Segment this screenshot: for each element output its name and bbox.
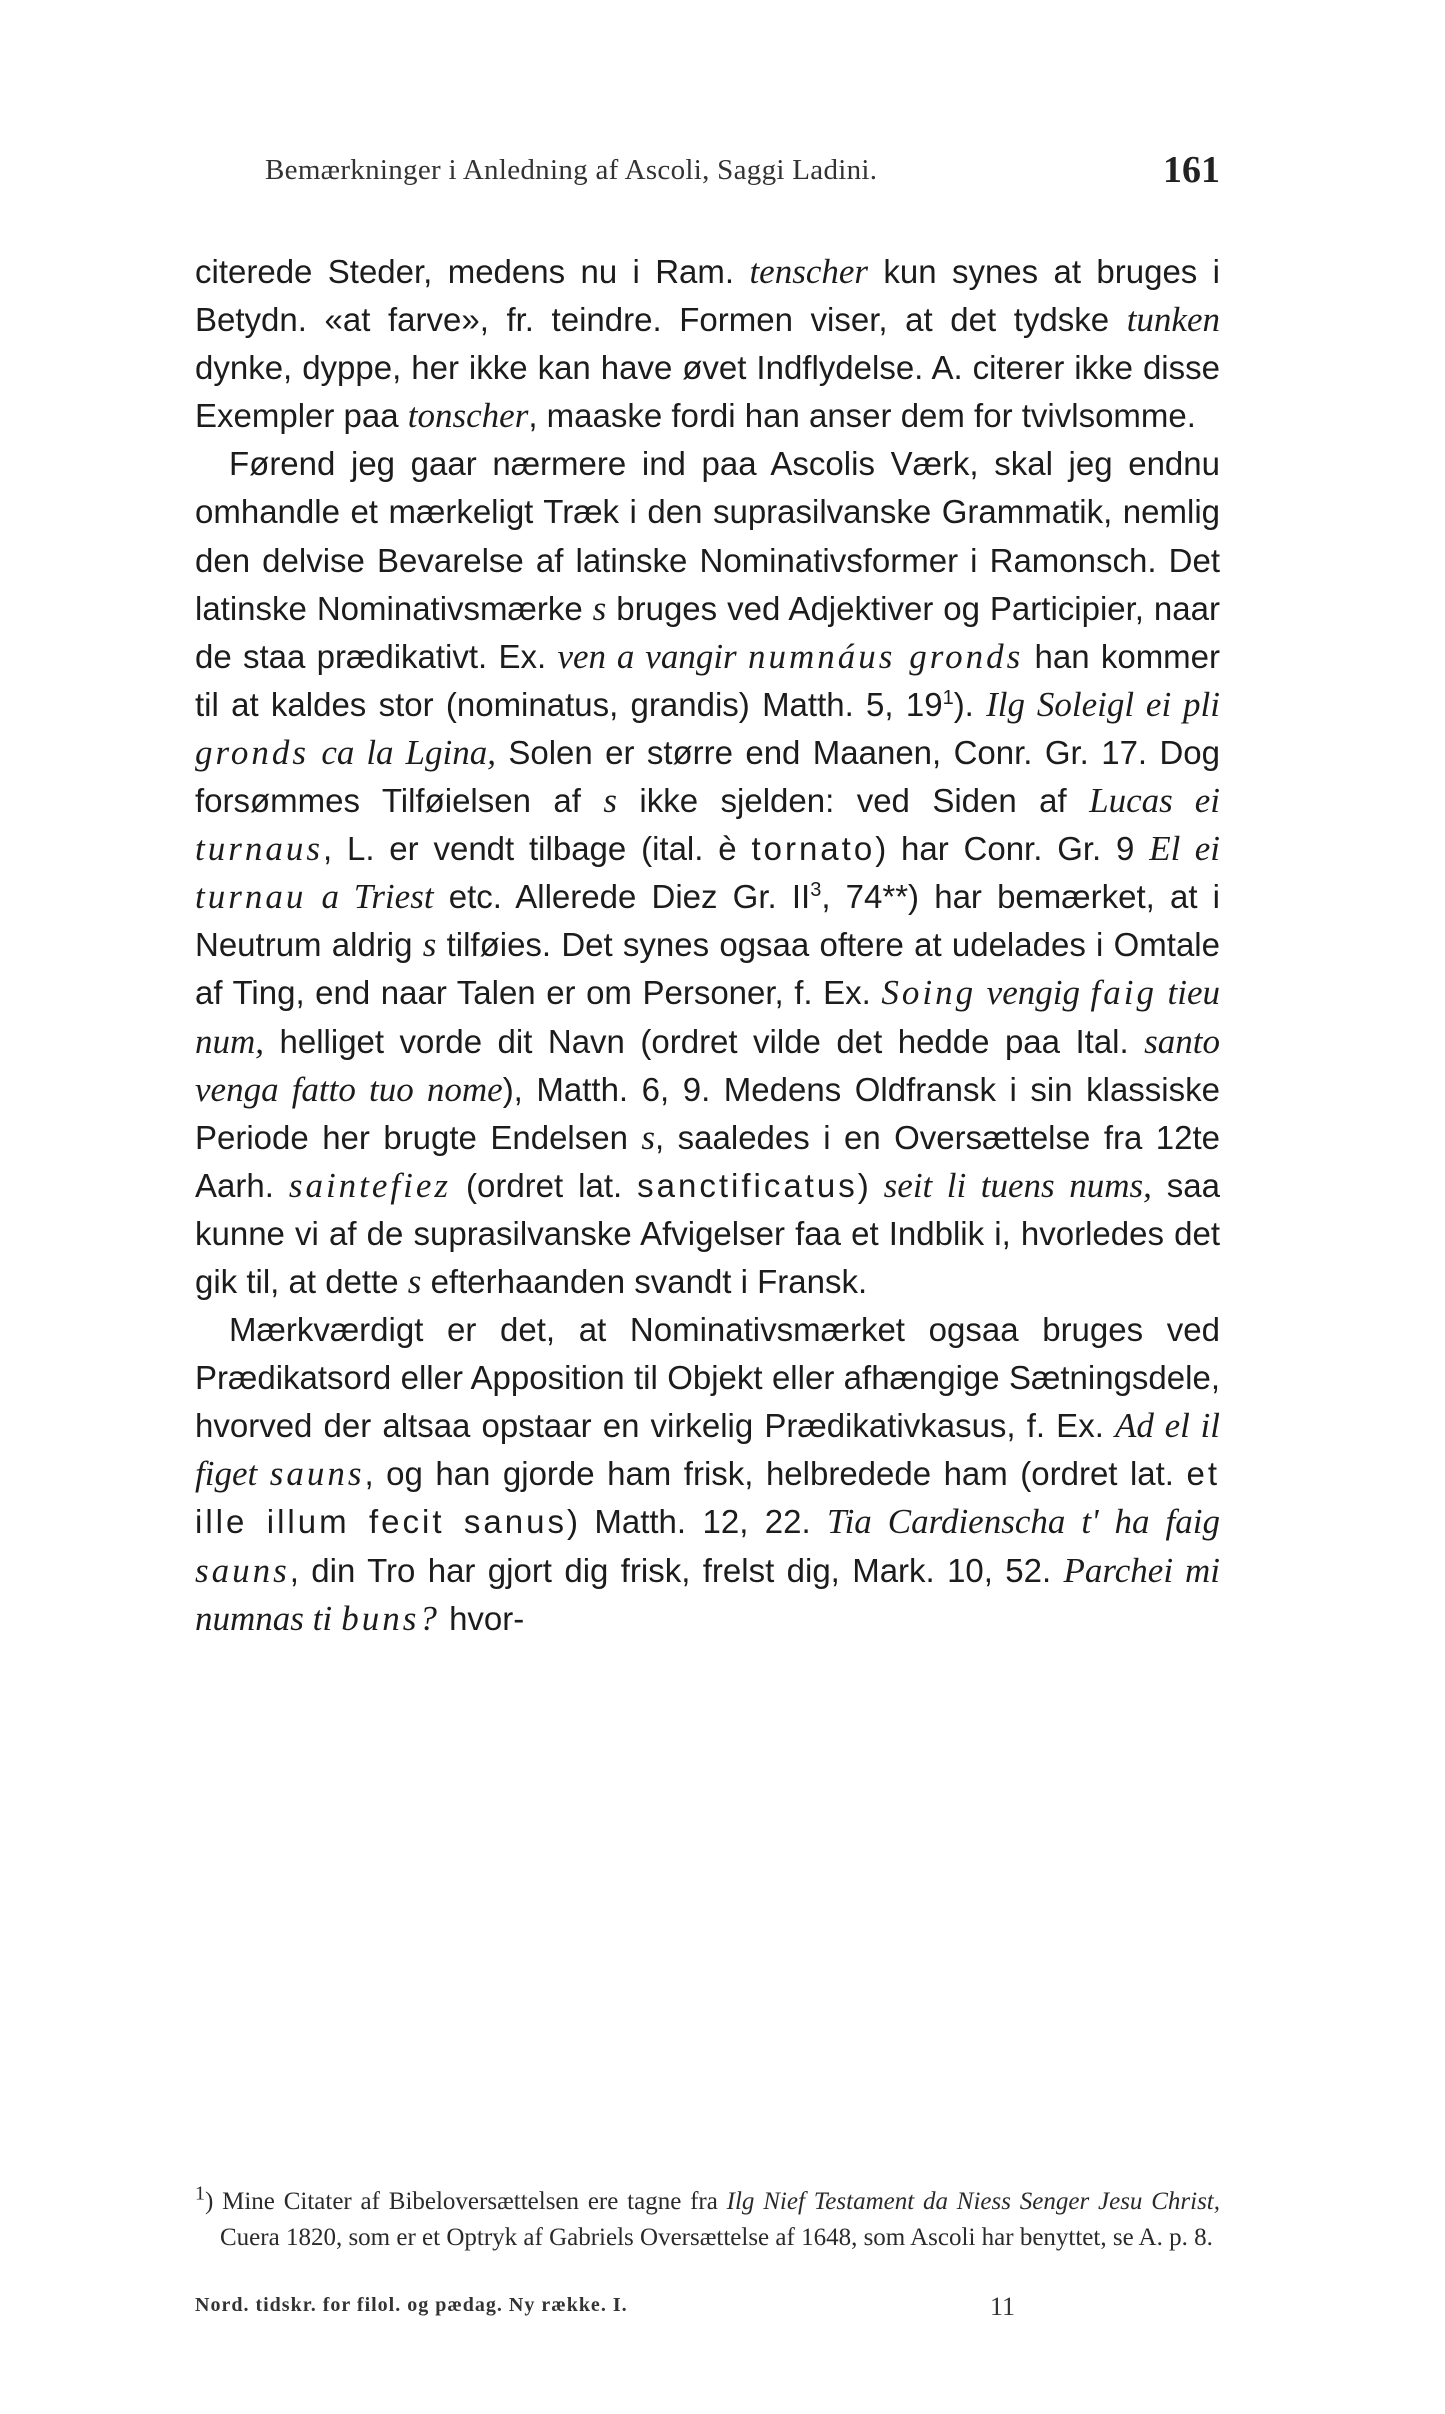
text-run: , og han gjorde ham frisk, helbredede ham (ordret lat. [364, 1455, 1187, 1493]
italic-term: Parchei mi numnas ti [195, 1550, 1220, 1638]
spaced-term: tornato [751, 830, 876, 868]
spaced-term: sanctificatus [637, 1166, 858, 1204]
running-title: Bemærkninger i Anledning af Ascoli, Saggi Ladini. [265, 154, 878, 186]
text-run: bruges ved Adjektiver og Participier, naar de staa prædikativt. Ex. [195, 589, 1220, 675]
italic-spaced-term: turnau [195, 877, 307, 917]
text-run: , L. er vendt tilbage (ital. è [322, 830, 752, 868]
text-run: ikke sjelden: ved Siden af [616, 782, 1090, 820]
spaced-term: et ille illum fecit sanus [195, 1455, 1220, 1541]
italic-spaced-term: faig [1090, 973, 1157, 1013]
text-run: , din Tro har gjort dig frisk, frelst dig, Mark. 10, 52. [289, 1551, 1064, 1589]
italic-term: El ei [1149, 829, 1220, 869]
italic-term: s [407, 1261, 422, 1301]
text-run: Førend jeg gaar nærmere ind paa Ascolis Værk, skal jeg endnu omhandle et mærkeligt Træk i den suprasilvanske Grammatik, nemlig den delvise Bevarelse af latinske Nominativsformer i Ramonsch. Det latinske Nominativsmærke [195, 445, 1220, 627]
italic-term: a Triest [321, 877, 434, 917]
text-run: citerede Steder, medens nu i Ram. [195, 253, 750, 290]
main-text [195, 248, 1220, 1643]
text-run: , 74**) har bemærket, at i Neutrum aldrig [195, 878, 1220, 964]
text-run: tilføies. Det synes ogsaa oftere at udelades i Omtale af Ting, end naar Talen er om Personer, f. Ex. [195, 926, 1220, 1012]
italic-term: Tia Cardienscha t' ha faig [827, 1502, 1220, 1542]
italic-spaced-term: sauns [269, 1454, 365, 1494]
italic-spaced-term: numnáus gronds [747, 636, 1024, 676]
italic-term: ven a vangir [557, 636, 737, 676]
italic-term: tieu num, [195, 973, 1220, 1061]
text-run: dynke, dyppe, her ikke kan have øvet Indflydelse. A. citerer ikke disse Exempler paa [195, 349, 1220, 435]
text-run: , saaledes i en Oversættelse fra 12te Aarh. [195, 1118, 1221, 1204]
text-run: (ordret lat. [451, 1166, 638, 1204]
italic-term: ca la Lgina, [321, 732, 496, 772]
text-run: ) Mine Citater af Bibeloversættelsen ere tagne fra [205, 2188, 727, 2215]
italic-term: s [641, 1117, 656, 1157]
page-header [195, 150, 1220, 194]
italic-spaced-term: Soing [881, 973, 977, 1013]
page-number: 161 [1163, 149, 1220, 191]
italic-term: tunken [1126, 300, 1220, 340]
text-run: ). [953, 685, 987, 723]
text-run: etc. Allerede Diez Gr. II [433, 878, 811, 916]
journal-signature: Nord. tidskr. for filol. og pædag. Ny række. I. [195, 2294, 628, 2316]
paragraph-1 [195, 248, 1220, 440]
paragraph-2 [195, 440, 1220, 1306]
italic-term: s [592, 588, 607, 628]
superscript: 3 [810, 879, 822, 902]
italic-spaced-term: saintefiez [288, 1165, 452, 1205]
text-run: Cuera 1820, som er et Optryk af Gabriels Oversættelse af 1648, som Ascoli har benyttet, se A. p. 8. [220, 2224, 1213, 2251]
italic-term: Ad el il figet [195, 1406, 1220, 1494]
text-run: ), Matth. 6, 9. Medens Oldfransk i sin klassiske Periode her brugte Endelsen [195, 1070, 1220, 1156]
italic-term: seit li tuens nums, [883, 1165, 1152, 1205]
italic-term: tenscher [749, 252, 869, 291]
text-run: kun synes at bruges i Betydn. «at farve», fr. teindre. Formen viser, at det tydske [195, 253, 1220, 339]
footnote-marker: 1 [195, 2182, 205, 2205]
italic-term: tonscher [407, 396, 529, 436]
footnote-1 [195, 2184, 1220, 2256]
text-run: , maaske fordi han anser dem for tvivlsomme. [528, 397, 1196, 435]
italic-spaced-term: sauns [195, 1550, 290, 1590]
italic-term: santo venga fatto tuo nome [195, 1021, 1220, 1109]
italic-term: vengig [986, 973, 1080, 1013]
italic-spaced-term: buns? [341, 1598, 440, 1638]
italic-term: s [603, 781, 617, 821]
paragraph-3 [195, 1306, 1220, 1643]
text-run: efterhaanden svandt i Fransk. [421, 1262, 868, 1300]
signature-mark: 11 [990, 2292, 1016, 2321]
italic-term: Ilg Nief Testament da Niess Senger Jesu Christ, [726, 2188, 1221, 2215]
text-run: Solen er større end Maanen, Conr. Gr. 17. Dog forsømmes Tilføielsen af [195, 733, 1220, 820]
italic-spaced-term: gronds [195, 732, 309, 772]
text-run: han kommer til at kaldes stor (nominatus, grandis) Matth. 5, 19 [195, 637, 1221, 723]
italic-term: s [422, 925, 437, 965]
text-run: ) har Conr. Gr. 9 [875, 830, 1150, 868]
printer-signature-line [195, 2294, 1220, 2324]
text-run: Mærkværdigt er det, at Nominativsmærket ogsaa bruges ved Prædikatsord eller Apposition til Objekt eller afhængige Sætningsdele, hvorved der altsaa opstaar en virkelig Prædikativkasus, f. Ex. [195, 1311, 1220, 1445]
text-run: hvor- [439, 1599, 525, 1637]
text-run: helliget vorde dit Navn (ordret vilde det hedde paa Ital. [264, 1022, 1145, 1060]
footnote-ref: 1 [942, 686, 954, 709]
italic-term: Lucas ei [1089, 781, 1220, 821]
text-run: ) [857, 1166, 884, 1204]
italic-term: Ilg Soleigl ei pli [986, 684, 1221, 724]
italic-spaced-term: turnaus [195, 829, 323, 869]
text-run: ) Matth. 12, 22. [566, 1503, 828, 1541]
footnote-section [195, 2184, 1220, 2256]
text-run: saa kunne vi af de suprasilvanske Afvigelser faa et Indblik i, hvorledes det gik til, at dette [195, 1166, 1220, 1300]
